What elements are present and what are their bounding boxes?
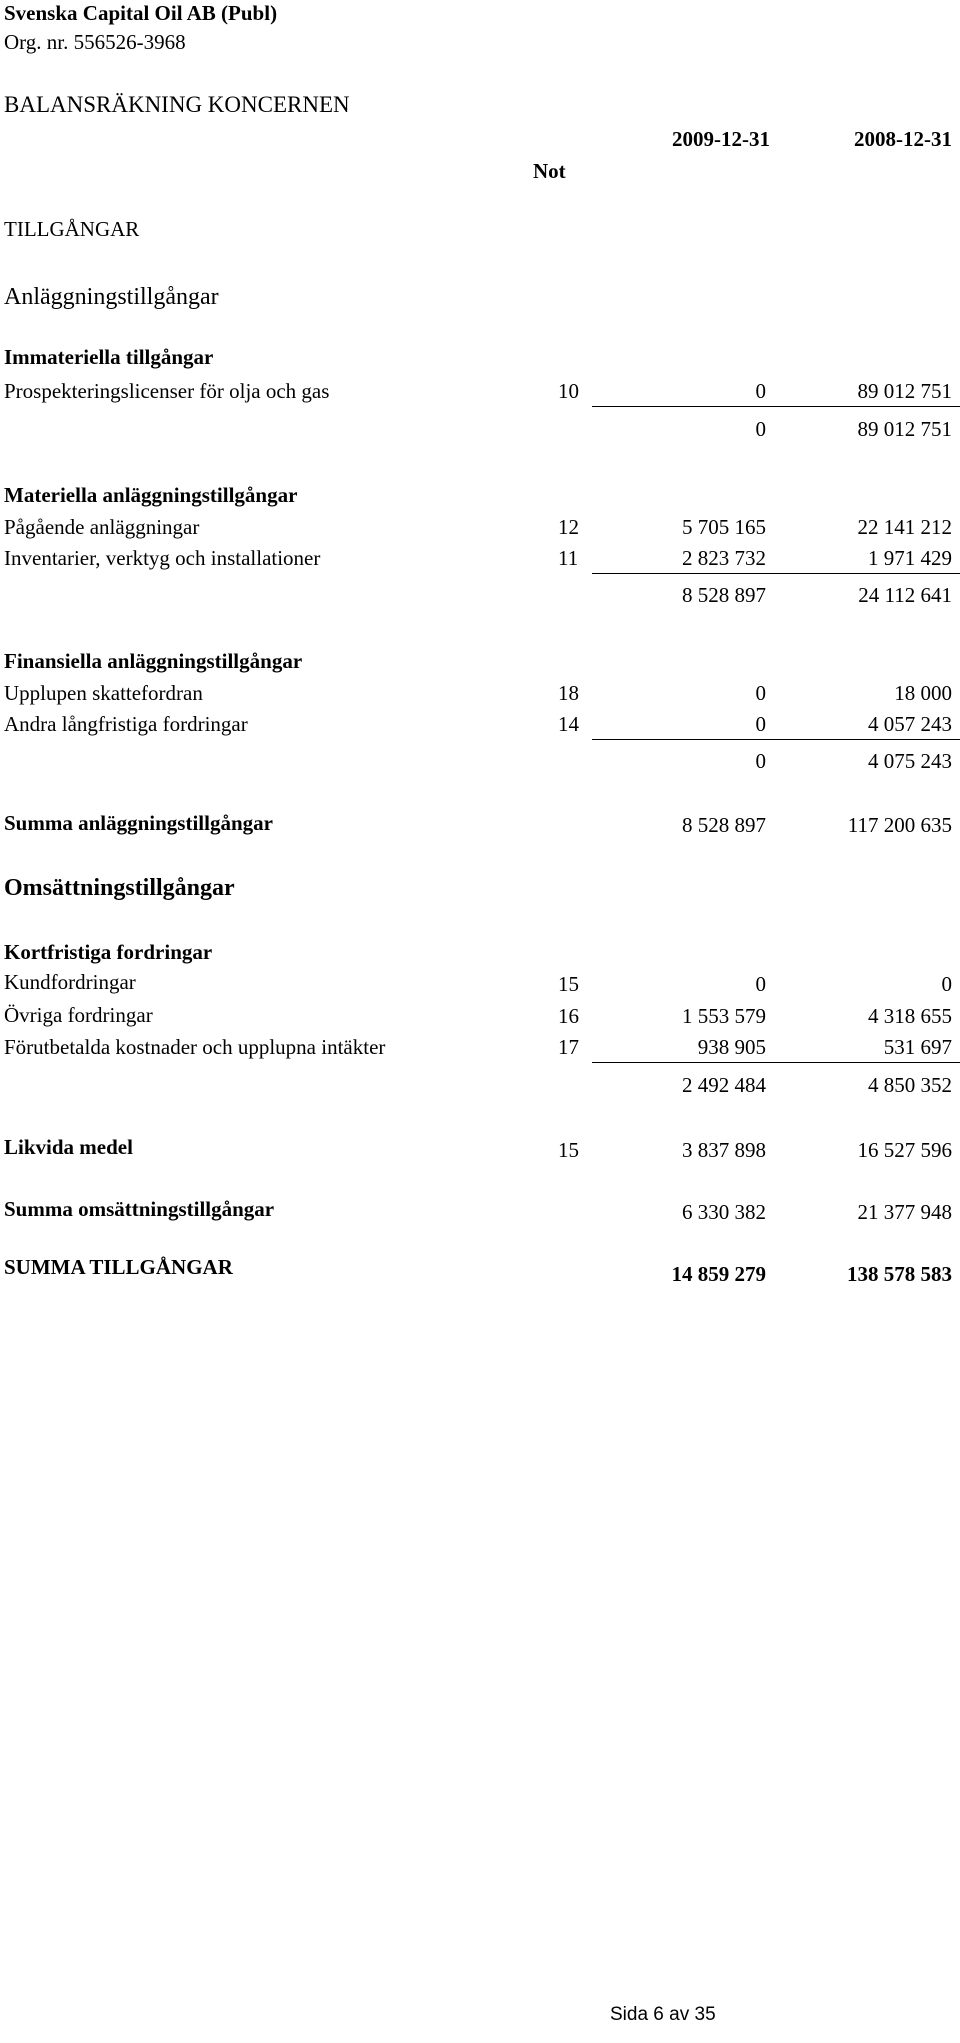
row-not-forutbetalda: 17 — [558, 1035, 579, 1059]
section-anlaggningstillgangar: Anläggningstillgångar — [4, 284, 219, 310]
row-not-prospektering: 10 — [558, 379, 579, 403]
column-header-2008: 2008-12-31 — [854, 127, 952, 151]
subtotal-rule — [592, 1062, 960, 1063]
total-2008-anlaggning: 117 200 635 — [847, 813, 952, 837]
row-2009-likvida: 3 837 898 — [682, 1138, 766, 1162]
row-label-ovriga: Övriga fordringar — [4, 1003, 153, 1027]
column-header-not: Not — [533, 159, 566, 183]
row-not-likvida: 15 — [558, 1138, 579, 1162]
subtotal-2009-finansiella: 0 — [755, 749, 766, 773]
total-2009-anlaggning: 8 528 897 — [682, 813, 766, 837]
row-2008-forutbetalda: 531 697 — [883, 1035, 952, 1059]
row-2008-andra: 4 057 243 — [868, 712, 952, 736]
subsection-immateriella: Immateriella tillgångar — [4, 345, 214, 369]
row-not-pagaende: 12 — [558, 515, 579, 539]
subsection-finansiella: Finansiella anläggningstillgångar — [4, 649, 303, 673]
page-number: Sida 6 av 35 — [610, 2004, 716, 2025]
row-not-kund: 15 — [558, 972, 579, 996]
row-2009-forutbetalda: 938 905 — [697, 1035, 766, 1059]
row-label-prospektering: Prospekteringslicenser för olja och gas — [4, 379, 330, 403]
subtotal-2008-immateriella: 89 012 751 — [857, 417, 952, 441]
row-not-inventarier: 11 — [558, 546, 579, 570]
row-2008-pagaende: 22 141 212 — [857, 515, 952, 539]
total-2008-omsattning: 21 377 948 — [857, 1200, 952, 1224]
subtotal-2008-materiella: 24 112 641 — [858, 583, 952, 607]
row-2009-kund: 0 — [755, 972, 766, 996]
section-tillgangar: TILLGÅNGAR — [4, 217, 140, 241]
total-2009-omsattning: 6 330 382 — [682, 1200, 766, 1224]
subtotal-rule — [592, 573, 960, 574]
row-label-pagaende: Pågående anläggningar — [4, 515, 200, 539]
row-2008-kund: 0 — [941, 972, 952, 996]
section-omsattningstillgangar: Omsättningstillgångar — [4, 875, 235, 901]
subsection-materiella: Materiella anläggningstillgångar — [4, 483, 298, 507]
row-label-andra: Andra långfristiga fordringar — [4, 712, 248, 736]
org-number: Org. nr. 556526-3968 — [4, 30, 186, 54]
subtotal-2009-kortfristiga: 2 492 484 — [682, 1073, 766, 1097]
column-header-2009: 2009-12-31 — [672, 127, 770, 151]
subtotal-2009-materiella: 8 528 897 — [682, 583, 766, 607]
row-2009-pagaende: 5 705 165 — [682, 515, 766, 539]
row-2008-prospektering: 89 012 751 — [857, 379, 952, 403]
row-label-forutbetalda: Förutbetalda kostnader och upplupna intäkter — [4, 1035, 386, 1059]
subsection-kortfristiga: Kortfristiga fordringar — [4, 940, 213, 964]
row-2009-ovriga: 1 553 579 — [682, 1004, 766, 1028]
subtotal-2009-immateriella: 0 — [755, 417, 766, 441]
row-not-upplupen: 18 — [558, 681, 579, 705]
page-title: BALANSRÄKNING KONCERNEN — [4, 92, 350, 117]
row-label-upplupen: Upplupen skattefordran — [4, 681, 203, 705]
row-label-inventarier: Inventarier, verktyg och installationer — [4, 546, 321, 570]
row-2009-andra: 0 — [755, 712, 766, 736]
grand-total-2008: 138 578 583 — [847, 1262, 952, 1286]
subtotal-2008-finansiella: 4 075 243 — [868, 749, 952, 773]
subtotal-rule — [592, 739, 960, 740]
subtotal-rule — [592, 406, 960, 407]
row-2008-inventarier: 1 971 429 — [868, 546, 952, 570]
grand-total-label: SUMMA TILLGÅNGAR — [4, 1255, 233, 1279]
row-not-ovriga: 16 — [558, 1004, 579, 1028]
row-2009-prospektering: 0 — [755, 379, 766, 403]
row-2008-ovriga: 4 318 655 — [868, 1004, 952, 1028]
row-label-likvida: Likvida medel — [4, 1135, 133, 1159]
row-not-andra: 14 — [558, 712, 579, 736]
subtotal-2008-kortfristiga: 4 850 352 — [868, 1073, 952, 1097]
row-label-kund: Kundfordringar — [4, 970, 136, 994]
total-label-omsattning: Summa omsättningstillgångar — [4, 1197, 275, 1221]
row-2009-inventarier: 2 823 732 — [682, 546, 766, 570]
row-2009-upplupen: 0 — [755, 681, 766, 705]
grand-total-2009: 14 859 279 — [671, 1262, 766, 1286]
company-name: Svenska Capital Oil AB (Publ) — [4, 1, 278, 25]
row-2008-likvida: 16 527 596 — [857, 1138, 952, 1162]
total-label-anlaggning: Summa anläggningstillgångar — [4, 811, 273, 835]
row-2008-upplupen: 18 000 — [894, 681, 952, 705]
